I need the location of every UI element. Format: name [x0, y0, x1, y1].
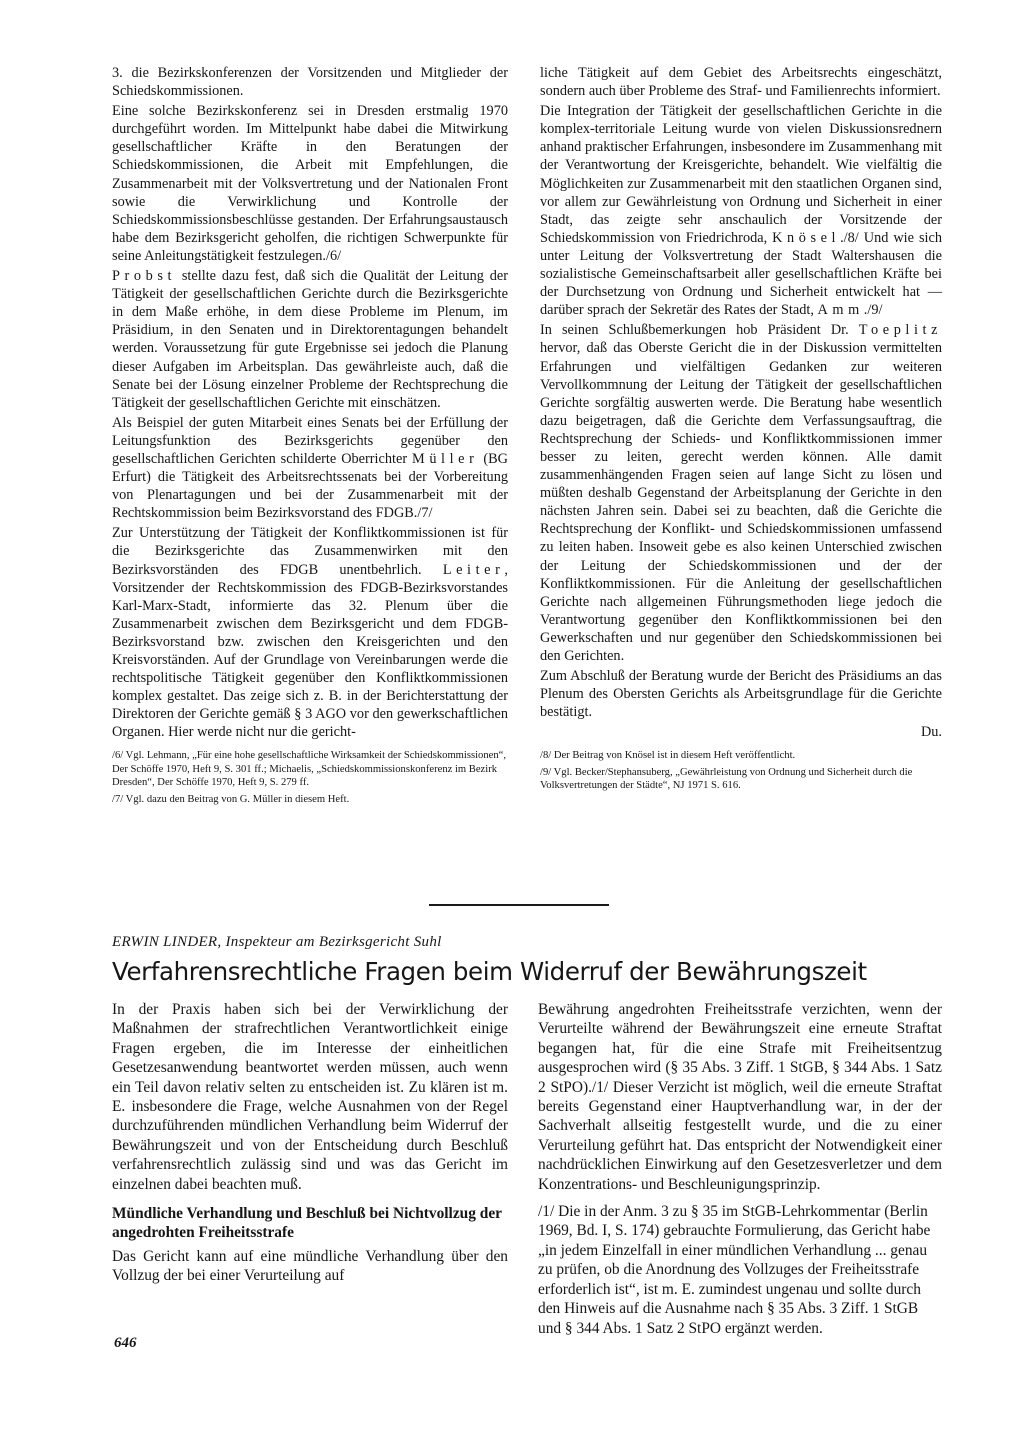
- footnote: /7/ Vgl. dazu den Beitrag von G. Müller in diesem Heft.: [112, 793, 350, 805]
- column-bottom-left: [112, 1000, 508, 1288]
- footnote: /1/ Die in der Anm. 3 zu § 35 im StGB-Lehrkommentar (Berlin 1969, Bd. I, S. 174) gebrauchte Formulierung, das Gericht habe „in jedem Einzelfall in einer mündlichen Verhandlung ... genau zu prüfen, ob die Anordnung des Vollzuges der Freiheitsstrafe erforderlich ist“, ist m. E. zumindest ungenau und sollte durch den Hinweis auf die Ausnahme nach § 35 Abs. 3 Ziff. 1 StGB und § 344 Abs. 1 Satz 2 StPO ergänzt werden.: [538, 1203, 931, 1337]
- signature: Du.: [920, 724, 942, 741]
- paragraph-text: Zur Unterstützung der Tätigkeit der Konfliktkommissionen ist für die Bezirksgerichte das Zusammenwirken mit den Bezirksvorständen des FDGB unentbehrlich.: [112, 525, 508, 578]
- paragraph-text: Als Beispiel der guten Mitarbeit eines Senats bei der Erfüllung der Leitungsfunktion des Bezirksgerichts gegenüber den gesellschaftlichen Gerichten schilderte Oberrichter: [112, 414, 508, 467]
- paragraph-text: hervor, daß das Oberste Gericht die in der Diskussion vermittelten Erfahrungen und vielfältigen Gedanken zur weiteren Vervollkommnung der Leitung der Tätigkeit der gesellschaftlichen Gerichte sorgfältig auswerten werde. Die Beratung habe wesentlich dazu beigetragen, daß die Gerichte dem Verfassungsauftrag, die Rechtsprechung der Schieds- und Konfliktkommissionen immer besser zu leiten, gerecht werden können. Alle damit zusammenhängenden Fragen seien auf lange Sicht zu lösen und müßten deshalb Gegenstand der Arbeitsplanung der Gerichte in den nächsten Jahren sein. Dabei sei zu beachten, daß die Gerichte die Rechtsprechung der Konflikt- und Schiedskommissionen umfassend zu leiten haben. Insoweit gebe es also keinen Unterschied zwischen der Leitung der Schiedskommissionen und der der Konfliktkommissionen. Für die Anleitung der gesellschaftlichen Gerichte nach allgemeinen Führungsmethoden liege jedoch die Verantwortung gegenüber den Konfliktkommissionen bei den Gewerkschaften und nur gegenüber den Schiedskommissionen bei den Gerichten.: [540, 340, 942, 664]
- speaker-name: Probst: [112, 268, 177, 285]
- paragraph-text: stellte dazu fest, daß sich die Qualität der Leitung der Tätigkeit der gesellschaftlichen Gerichte durch die Bezirksgerichte in dem Maße erhöhe, in dem diese Probleme im Plenum, im Präsidium, in den Senaten und in Direktorentagungen behandelt werden. Voraussetzung für gute Ergebnisse sei jedoch die Planung dieser Aufgaben im Arbeitsplan. Das gewährleiste auch, daß die Senate bei der Lösung einzelner Probleme der Rechtsprechung die Tätigkeit der gesellschaftlichen Gerichte mit einschätzen.: [112, 268, 508, 411]
- paragraph-text: ./9/: [863, 302, 883, 319]
- paragraph: [540, 321, 942, 665]
- paragraph: [112, 524, 508, 741]
- paragraph: Bewährung angedrohten Freiheitsstrafe verzichten, wenn der Verurteilte während der Bewährungszeit eine erneute Straftat begangen hat, für die eine Strafe mit Freiheitsentzug ausgesprochen wird (§ 35 Abs. 3 Ziff. 1 StGB, § 344 Abs. 1 Satz 2 StPO)./1/ Dieser Verzicht ist möglich, weil die erneute Straftat bereits Gegenstand einer Hauptverhandlung war, in der der Sachverhalt allseitig festgestellt wurde, und die zu einer Verurteilung geführt hat. Das entspricht der Notwendigkeit einer nachdrücklichen Einwirkung auf den Gesetzesverletzer und dem Konzentrations- und Beschleunigungsprinzip.: [538, 1001, 942, 1193]
- speaker-name: Amm: [817, 302, 864, 319]
- paragraph: Zum Abschluß der Beratung wurde der Bericht des Präsidiums an das Plenum des Obersten Gerichts als Arbeitsgrundlage für die Gerichte bestätigt.: [540, 668, 942, 721]
- speaker-name: Knösel: [772, 229, 841, 246]
- footnotes-article: [538, 1202, 942, 1338]
- footnote: /9/ Vgl. Becker/Stephansuberg, „Gewährleistung von Ordnung und Sicherheit durch die Volksvertretungen der Städte“, NJ 1971 S. 616.: [540, 766, 913, 792]
- paragraph: Eine solche Bezirkskonferenz sei in Dresden erstmalig 1970 durchgeführt worden. Im Mittelpunkt habe dabei die Mitwirkung gesellschaftlicher Kräfte in den Beratungen der Schiedskommissionen, die Arbeit mit Empfehlungen, die Zusammenarbeit mit der Volksvertretung und der Nationalen Front sowie die Verwirklichung und Kontrolle der Schiedskommissionsbeschlüsse gestanden. Der Erfahrungsaustausch habe dem Bezirksgericht geholfen, die richtigen Schwerpunkte für seine Anleitungstätigkeit festzulegen./6/: [112, 103, 508, 264]
- column-top-left: [112, 64, 508, 809]
- section-divider: [429, 904, 609, 906]
- paragraph-text: Die Integration der Tätigkeit der gesellschaftlichen Gerichte in die komplex-territoriale Leitung wurde von vielen Diskussionsrednern anhand praktischer Erfahrungen, insbesondere im Zusammenhang mit der Verantwortung der Kreisgerichte, behandelt. Wie vielfältig die Möglichkeiten zur Zusammenarbeit mit den staatlichen Organen sind, vor allem zur Gewährleistung von Ordnung und Sicherheit in einer Stadt, das zeigte sehr anschaulich der Vorsitzende der Schiedskommission von Friedrichroda,: [540, 103, 942, 246]
- article-author: ERWIN LINDER, Inspekteur am Bezirksgericht Suhl: [112, 934, 442, 950]
- footnotes-right: [540, 749, 942, 792]
- paragraph-text: In seinen Schlußbemerkungen hob Präsident Dr.: [540, 322, 859, 339]
- paragraph: [540, 102, 942, 319]
- paragraph: In der Praxis haben sich bei der Verwirklichung der Maßnahmen der strafrechtlichen Verantwortlichkeit einige Fragen ergeben, die im Interesse der einheitlichen Gesetzesanwendung beantwortet werden müssen, auch wenn ein Teil davon relativ selten zu entscheiden ist. Zu klären ist m. E. insbesondere die Frage, welche Ausnahmen von der Regel durchzuführenden mündlichen Verhandlung beim Widerruf der Bewährungszeit und von der Entscheidung durch Beschluß verfahrensrechtlich zulässig sind und was das Gericht im einzelnen dabei beachten muß.: [112, 1001, 508, 1193]
- footnotes-left: [112, 749, 508, 806]
- column-top-right: [540, 64, 942, 796]
- paragraph: liche Tätigkeit auf dem Gebiet des Arbeitsrechts eingeschätzt, sondern auch über Probleme des Straf- und Familienrechts informiert.: [540, 65, 942, 100]
- footnote: /6/ Vgl. Lehmann, „Für eine hohe gesellschaftliche Wirksamkeit der Schiedskommissionen“, Der Schöffe 1970, Heft 9, S. 301 ff.; Michaelis, „Schiedskommissionskonferenz im Bezirk Dresden“, Der Schöffe 1970, Heft 9, S. 279 ff.: [112, 750, 507, 789]
- speaker-name: Müller: [412, 450, 479, 467]
- paragraph: [112, 267, 508, 412]
- column-bottom-right: [538, 1000, 942, 1341]
- footnote: /8/ Der Beitrag von Knösel ist in diesem Heft veröffentlicht.: [540, 750, 796, 762]
- paragraph-text: , Vorsitzender der Rechtskommission des FDGB-Bezirksvorstandes Karl-Marx-Stadt, informierte das 32. Plenum über die Zusammenarbeit zwischen dem Bezirksgericht und dem FDGB-Bezirksvorstand bzw. zwischen den Kreisgerichten und den Kreisvorständen. Auf der Grundlage von Vereinbarungen werde die rechtspolitische Tätigkeit gegenüber den Konfliktkommissionen komplex gestaltet. Das zeige sich z. B. in der Berichterstattung der Direktoren der Gerichte gemäß § 3 AGO vor den gewerkschaftlichen Organen. Hier werde nicht nur die gericht-: [112, 561, 508, 741]
- section-heading: Mündliche Verhandlung und Beschluß bei Nichtvollzug der angedrohten Freiheitsstrafe: [112, 1205, 502, 1242]
- speaker-name: Leiter: [442, 561, 505, 578]
- article-title: Verfahrensrechtliche Fragen beim Widerruf der Bewährungszeit: [112, 957, 867, 986]
- paragraph: Das Gericht kann auf eine mündliche Verhandlung über den Vollzug der bei einer Verurteilung auf: [112, 1247, 508, 1285]
- paragraph-text: ./8/ Und wie sich unter Leitung der Volksvertretung der Stadt Waltershausen die sozialistische Gemeinschaftsarbeit aller gesellschaftlichen Kräfte bei der Durchsetzung von Ordnung und Sicherheit entwickelt hat — darüber sprach der Sekretär des Rates der Stadt,: [540, 229, 942, 319]
- paragraph: 3. die Bezirkskonferenzen der Vorsitzenden und Mitglieder der Schiedskommissionen.: [112, 65, 508, 100]
- page-number: 646: [114, 1335, 137, 1351]
- paragraph: [112, 414, 508, 523]
- paragraph-text: (BG Erfurt) die Tätigkeit des Arbeitsrechtssenats bei der Vorbereitung von Plenartagungen und bei der Zusammenarbeit mit der Rechtskommission beim Bezirksvorstand des FDGB./7/: [112, 450, 508, 522]
- speaker-name: Toeplitz: [858, 322, 942, 339]
